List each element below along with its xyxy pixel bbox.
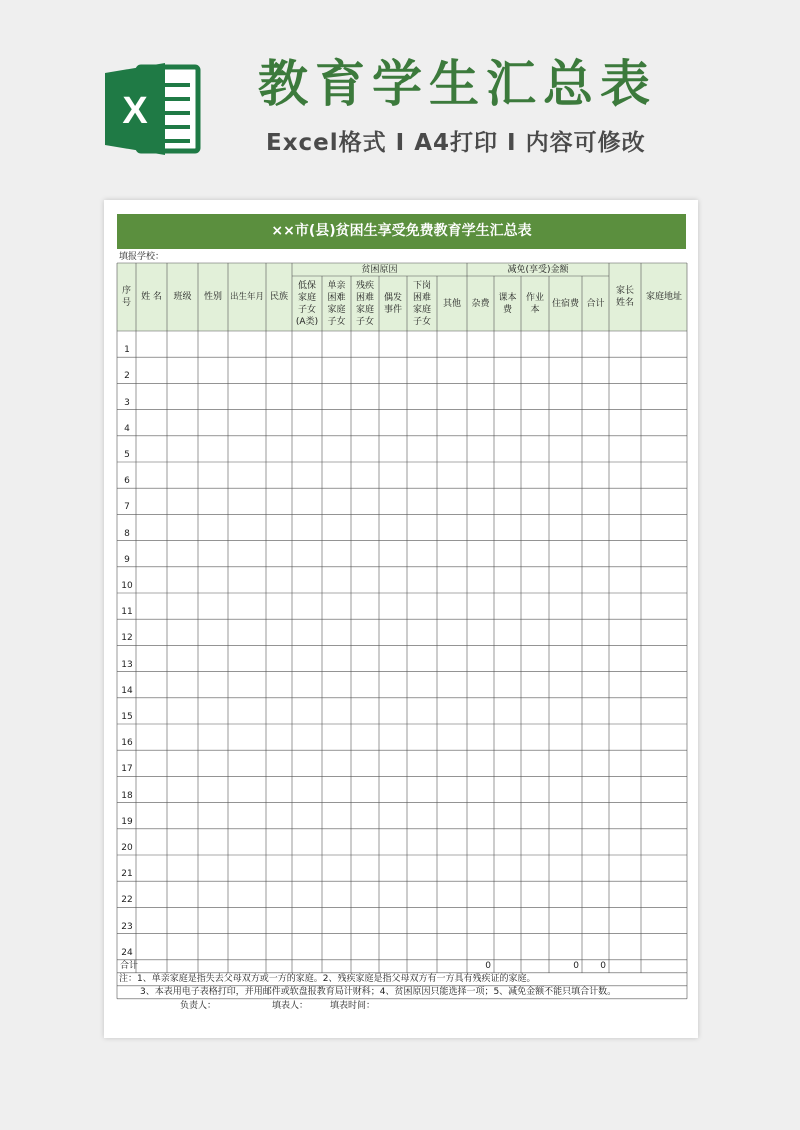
column-header-low: 低保 家庭 子女 (A类) bbox=[295, 280, 319, 327]
row-number: 16 bbox=[121, 738, 133, 749]
row-number: 4 bbox=[124, 423, 130, 434]
fill-school-label: 填报学校： bbox=[119, 252, 165, 262]
total-subtotal: 0 bbox=[600, 960, 606, 971]
row-number: 20 bbox=[121, 843, 133, 853]
row-number: 11 bbox=[121, 607, 133, 618]
row-number: 2 bbox=[124, 371, 130, 382]
column-header-address: 家庭地址 bbox=[645, 292, 682, 302]
row-number: 10 bbox=[121, 581, 133, 591]
column-header-laidoff: 下岗 困难 家庭 子女 bbox=[412, 280, 431, 327]
column-header-gender: 性别 bbox=[203, 292, 222, 302]
excel-logo-icon bbox=[103, 59, 203, 159]
column-header-workbook: 作业 本 bbox=[525, 292, 544, 315]
row-number: 23 bbox=[121, 921, 133, 932]
row-number: 17 bbox=[121, 764, 133, 775]
total-label: 合计 bbox=[120, 960, 139, 971]
column-header-disabled: 残疾 困难 家庭 子女 bbox=[355, 280, 374, 327]
row-number: 13 bbox=[121, 659, 133, 670]
row-number: 1 bbox=[124, 345, 130, 356]
column-header-single: 单亲 困难 家庭 子女 bbox=[327, 280, 346, 327]
row-number: 19 bbox=[121, 816, 133, 827]
excel-logo-letter: X bbox=[122, 90, 148, 132]
sign-time-label: 填表时间： bbox=[330, 1000, 376, 1011]
total-misc: 0 bbox=[485, 960, 491, 971]
promo-title: 教育学生汇总表 bbox=[258, 55, 657, 113]
row-number: 24 bbox=[121, 947, 133, 958]
row-number: 22 bbox=[121, 895, 133, 906]
column-header-parent: 家长 姓名 bbox=[615, 286, 634, 308]
footnote-2: 3、本表用电子表格打印，并用邮件或软盘报教育局计财科；4、贫困原因只能选择一项；5、减免金额不能只填合计数。 bbox=[140, 986, 617, 997]
column-header-subtotal: 合计 bbox=[586, 298, 605, 309]
total-lodging: 0 bbox=[573, 960, 579, 971]
row-number: 5 bbox=[124, 450, 130, 460]
column-header-birth: 出生年月 bbox=[229, 292, 264, 302]
sign-responsible-label: 负责人： bbox=[180, 1000, 217, 1011]
footnote-1: 注：1、单亲家庭是指失去父母双方或一方的家庭。2、残疾家庭是指父母双方有一方具有残疾证的家庭。 bbox=[119, 973, 536, 984]
row-number: 18 bbox=[121, 790, 133, 801]
column-header-accident: 偶发 事件 bbox=[383, 292, 402, 315]
column-header-name: 姓 名 bbox=[141, 292, 162, 302]
row-number: 12 bbox=[121, 633, 133, 644]
column-header-misc: 杂费 bbox=[471, 298, 490, 309]
promo-subtitle: Excel格式 Ⅰ A4打印 Ⅰ 内容可修改 bbox=[266, 130, 646, 156]
row-number: 8 bbox=[124, 528, 130, 539]
row-number: 14 bbox=[121, 685, 133, 696]
row-number: 15 bbox=[121, 712, 133, 722]
column-header-other: 其他 bbox=[442, 298, 461, 309]
spreadsheet-page bbox=[104, 200, 698, 1038]
row-number: 7 bbox=[124, 502, 130, 513]
row-number: 6 bbox=[124, 476, 130, 487]
group-header-poverty: 贫困原因 bbox=[361, 265, 398, 275]
column-header-lodging: 住宿费 bbox=[551, 298, 579, 309]
column-header-class: 班级 bbox=[173, 292, 192, 302]
column-header-ethnic: 民族 bbox=[269, 292, 288, 302]
column-header-seq: 序 号 bbox=[121, 286, 131, 308]
group-header-waiver: 减免(享受)金额 bbox=[507, 265, 569, 275]
sign-filler-label: 填表人： bbox=[272, 1000, 309, 1011]
row-number: 21 bbox=[121, 869, 133, 880]
sheet-banner-title: ××市(县)贫困生享受免费教育学生汇总表 bbox=[117, 214, 686, 249]
row-number: 9 bbox=[124, 554, 130, 565]
column-header-textbook: 课本 费 bbox=[498, 292, 517, 315]
row-number: 3 bbox=[124, 397, 130, 408]
